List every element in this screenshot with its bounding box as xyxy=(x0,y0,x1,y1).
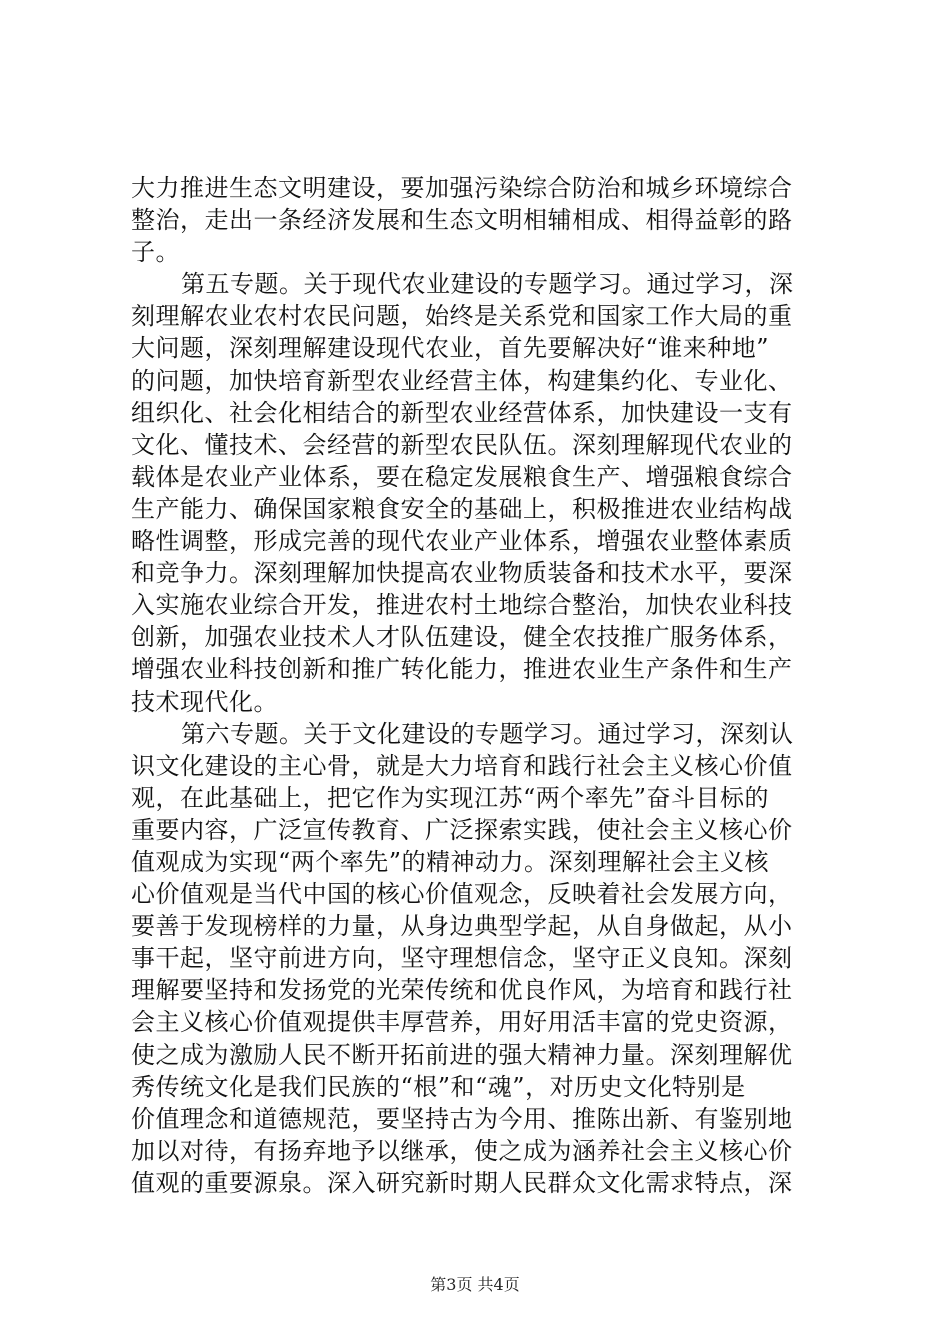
text-line: 生产能力、确保国家粮食安全的基础上，积极推进农业结构战 xyxy=(131,494,793,523)
text-line: 入实施农业综合开发，推进农村土地综合整治，加快农业科技 xyxy=(131,591,793,620)
text-line: 文化、懂技术、会经营的新型农民队伍。深刻理解现代农业的 xyxy=(131,430,793,459)
text-line: 要善于发现榜样的力量，从身边典型学起，从自身做起，从小 xyxy=(131,912,793,941)
text-line: 整治，走出一条经济发展和生态文明相辅相成、相得益彰的路 xyxy=(131,206,793,235)
section-six-heading-line: 第六专题。关于文化建设的专题学习。通过学习，深刻认 xyxy=(181,719,794,748)
text-line: 刻理解农业农村农民问题，始终是关系党和国家工作大局的重 xyxy=(131,302,793,331)
text-line: 创新，加强农业技术人才队伍建设，健全农技推广服务体系， xyxy=(131,623,793,652)
text-line: 加以对待，有扬弃地予以继承，使之成为涵养社会主义核心价 xyxy=(131,1136,793,1165)
text-line: 和竞争力。深刻理解加快提高农业物质装备和技术水平，要深 xyxy=(131,559,793,588)
text-line: 会主义核心价值观提供丰厚营养，用好用活丰富的党史资源， xyxy=(131,1008,793,1037)
text-line: 子。 xyxy=(131,238,180,267)
text-line: 增强农业科技创新和推广转化能力，推进农业生产条件和生产 xyxy=(131,655,793,684)
text-line: 秀传统文化是我们民族的“根”和“魂”，对历史文化特别是 xyxy=(131,1072,746,1101)
text-line: 大力推进生态文明建设，要加强污染综合防治和城乡环境综合 xyxy=(131,174,793,202)
text-line: 使之成为激励人民不断开拓前进的强大精神力量。深刻理解优 xyxy=(131,1040,793,1069)
text-line: 价值理念和道德规范，要坚持古为今用、推陈出新、有鉴别地 xyxy=(131,1104,793,1133)
text-line: 值观成为实现“两个率先”的精神动力。深刻理解社会主义核 xyxy=(131,847,770,876)
text-line: 载体是农业产业体系，要在稳定发展粮食生产、增强粮食综合 xyxy=(131,462,793,491)
page-number-footer: 第3页 共4页 xyxy=(430,1275,520,1294)
text-line: 理解要坚持和发扬党的光荣传统和优良作风，为培育和践行社 xyxy=(131,976,793,1005)
text-line: 的问题，加快培育新型农业经营主体，构建集约化、专业化、 xyxy=(131,366,793,395)
text-line: 组织化、社会化相结合的新型农业经营体系，加快建设一支有 xyxy=(131,398,793,427)
text-line: 心价值观是当代中国的核心价值观念，反映着社会发展方向， xyxy=(131,880,793,909)
text-line: 重要内容，广泛宣传教育、广泛探索实践，使社会主义核心价 xyxy=(131,815,793,844)
text-line: 识文化建设的主心骨，就是大力培育和践行社会主义核心价值 xyxy=(131,751,793,780)
text-line: 技术现代化。 xyxy=(131,687,278,716)
text-line: 事干起，坚守前进方向，坚守理想信念，坚守正义良知。深刻 xyxy=(131,944,793,973)
body-text xyxy=(131,172,831,1199)
text-line: 值观的重要源泉。深入研究新时期人民群众文化需求特点，深 xyxy=(131,1168,793,1197)
text-line: 观，在此基础上，把它作为实现江苏“两个率先”奋斗目标的 xyxy=(131,783,770,812)
text-line: 略性调整，形成完善的现代农业产业体系，增强农业整体素质 xyxy=(131,527,793,556)
section-five-heading-line: 第五专题。关于现代农业建设的专题学习。通过学习，深 xyxy=(181,270,794,299)
text-line: 大问题，深刻理解建设现代农业，首先要解决好“谁来种地” xyxy=(131,334,770,363)
